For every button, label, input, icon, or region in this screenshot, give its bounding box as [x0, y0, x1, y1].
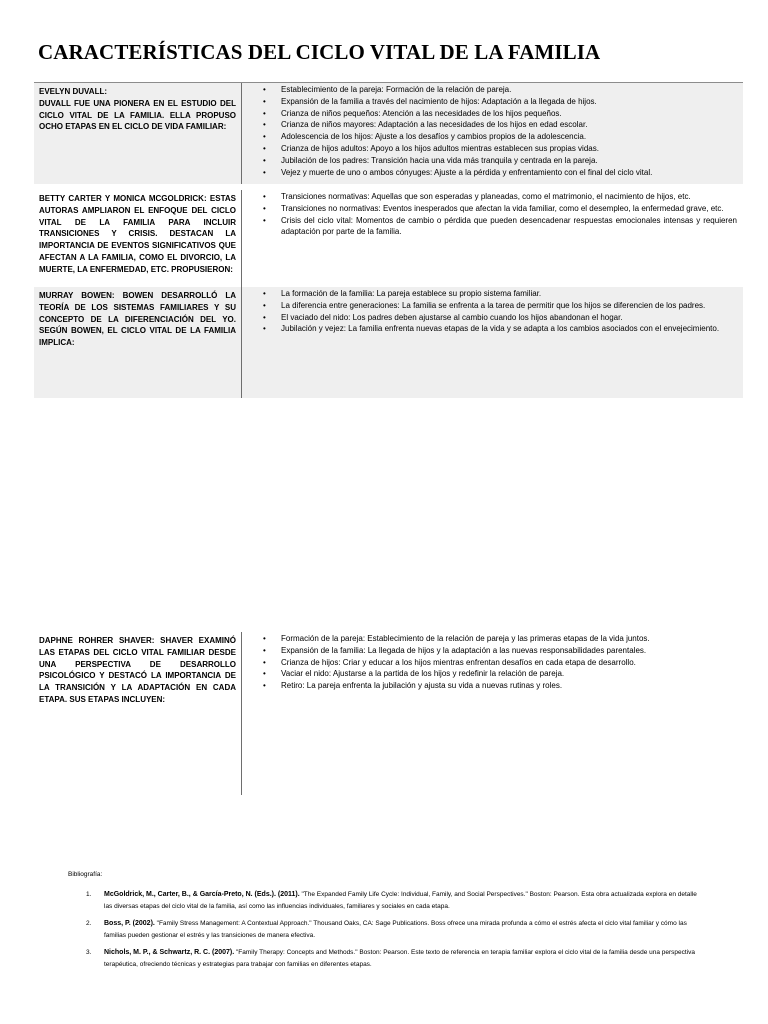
author-cell — [34, 190, 241, 287]
bibliography-entry — [84, 889, 698, 912]
list-item: • Vaciar el nido: Ajustarse a la partida de los hijos y redefinir la relación de pareja. — [261, 668, 737, 680]
author-description: EVELYN DUVALL: DUVALL FUE UNA PIONERA EN EL ESTUDIO DEL CICLO VITAL DE LA FAMILIA. ELLA PROPUSO OCHO ETAPAS EN EL CICLO DE VIDA FAMILIAR: — [39, 87, 236, 132]
list-item: • Transiciones normativas: Aquellas que son esperadas y planeadas, como el matrimonio, el nacimiento de hijos, etc. — [261, 191, 737, 203]
author-description: MURRAY BOWEN: BOWEN DESARROLLÓ LA TEORÍA DE LOS SISTEMAS FAMILIARES Y SU CONCEPTO DE LA DIFERENCIACIÓN DEL YO. SEGÚN BOWEN, EL CICLO VITAL DE LA FAMILIA IMPLICA: — [39, 291, 236, 348]
table-row-duvall — [34, 82, 743, 184]
list-item: • Establecimiento de la pareja: Formación de la relación de pareja. — [261, 84, 737, 96]
page-title: CARACTERÍSTICAS DEL CICLO VITAL DE LA FAMILIA — [38, 40, 601, 64]
list-item: • Expansión de la familia a través del nacimiento de hijos: Adaptación a la llegada de hijos. — [261, 96, 737, 108]
bibliography-entry — [84, 947, 698, 970]
bibliography-label: Bibliografía: — [68, 871, 103, 878]
author-description: BETTY CARTER Y MONICA MCGOLDRICK: ESTAS AUTORAS AMPLIARON EL ENFOQUE DEL CICLO VITAL DE LA FAMILIA PARA INCLUIR TRANSICIONES Y CRISIS. DESTACAN LA IMPORTANCIA DE EVENTOS SIGNIFICATIVOS QUE AFECTAN A LA FAMILIA, COMO EL DIVORCIO, LA MUERTE, LA ENFERMEDAD, ETC. PROPUSIERON: — [39, 194, 236, 274]
list-item: • Jubilación de los padres: Transición hacia una vida más tranquila y centrada en la pareja. — [261, 155, 737, 167]
list-item: • Jubilación y vejez: La familia enfrenta nuevas etapas de la vida y se adapta a los cambios asociados con el envejecimiento. — [261, 323, 737, 335]
table-row-shaver — [34, 632, 743, 795]
list-item: • Transiciones no normativas: Eventos inesperados que afectan la vida familiar, como el desempleo, la enfermedad grave, etc. — [261, 203, 737, 215]
list-item: • La diferencia entre generaciones: La familia se enfrenta a la tarea de permitir que los hijos se diferencien de los padres. — [261, 300, 737, 312]
entry-number: 2. — [86, 920, 92, 927]
entry-number: 3. — [86, 949, 92, 956]
entry-authors: McGoldrick, M., Carter, B., & García-Preto, N. (Eds.). (2011). — [104, 891, 300, 898]
table-row-bowen — [34, 287, 743, 398]
entry-text: "The Expanded Family Life Cycle: Individual, Family, and Social Perspectives." Boston: Pearson. Esta obra actualizada explora en detalle las diversas etapas del ciclo vital de la familia, así como las influencias individuales, familiares y sociales en cada etapa. — [104, 891, 697, 910]
stages-list — [261, 288, 737, 335]
stages-list — [261, 633, 737, 692]
table-row-carter-mcgoldrick — [34, 190, 743, 287]
list-item: • El vaciado del nido: Los padres deben ajustarse al cambio cuando los hijos abandonan el hogar. — [261, 312, 737, 324]
list-item: • Adolescencia de los hijos: Ajuste a los desafíos y cambios propios de la adolescencia. — [261, 131, 737, 143]
entry-authors: Nichols, M. P., & Schwartz, R. C. (2007). — [104, 949, 235, 956]
entry-text: "Family Stress Management: A Contextual Approach." Thousand Oaks, CA: Sage Publications. Boss ofrece una mirada profunda a cómo el estrés afecta el ciclo vital familiar y cómo las familias pueden gestionar el estrés y las transiciones de manera efectiva. — [104, 920, 687, 939]
list-item: • La formación de la familia: La pareja establece su propio sistema familiar. — [261, 288, 737, 300]
list-item: • Crianza de niños pequeños: Atención a las necesidades de los hijos pequeños. — [261, 108, 737, 120]
list-item: • Retiro: La pareja enfrenta la jubilación y ajusta su vida a nuevas rutinas y roles. — [261, 680, 737, 692]
entry-number: 1. — [86, 891, 92, 898]
list-item: • Crianza de hijos: Criar y educar a los hijos mientras enfrentan desafíos en cada etapa de desarrollo. — [261, 657, 737, 669]
list-item: • Formación de la pareja: Establecimiento de la relación de pareja y las primeras etapas de la vida juntos. — [261, 633, 737, 645]
author-cell — [34, 287, 241, 398]
stages-cell — [242, 83, 743, 184]
stages-cell — [242, 287, 743, 398]
stages-cell — [242, 190, 743, 287]
entry-text: "Family Therapy: Concepts and Methods." Boston: Pearson. Este texto de referencia en terapia familiar explora el ciclo vital de la familia desde una perspectiva terapéutica, ofreciendo técnicas y estrategias para trabajar con familias en diferentes etapas. — [104, 949, 696, 968]
bibliography-list — [84, 889, 698, 976]
author-cell — [34, 632, 241, 795]
author-description: DAPHNE ROHRER SHAVER: SHAVER EXAMINÓ LAS ETAPAS DEL CICLO VITAL FAMILIAR DESDE UNA PERSPECTIVA DE DESARROLLO PSICOLÓGICO Y DESTACÓ LA IMPORTANCIA DE LA TRANSICIÓN Y LA ADAPTACIÓN EN CADA ETAPA. SUS ETAPAS INCLUYEN: — [39, 636, 236, 704]
stages-list — [261, 84, 737, 178]
bibliography-entry — [84, 918, 698, 941]
list-item: • Crisis del ciclo vital: Momentos de cambio o pérdida que pueden desencadenar respuestas emocionales intensas y requieren adaptación por parte de la familia. — [261, 215, 737, 239]
author-cell — [34, 83, 241, 184]
stages-cell — [242, 632, 743, 795]
list-item: • Vejez y muerte de uno o ambos cónyuges: Ajuste a la pérdida y enfrentamiento con el final del ciclo vital. — [261, 167, 737, 179]
entry-authors: Boss, P. (2002). — [104, 920, 155, 927]
stages-list — [261, 191, 737, 238]
list-item: • Crianza de hijos adultos: Apoyo a los hijos adultos mientras establecen sus propias vidas. — [261, 143, 737, 155]
list-item: • Crianza de niños mayores: Adaptación a las necesidades de los hijos en edad escolar. — [261, 119, 737, 131]
list-item: • Expansión de la familia: La llegada de hijos y la adaptación a las nuevas responsabilidades parentales. — [261, 645, 737, 657]
